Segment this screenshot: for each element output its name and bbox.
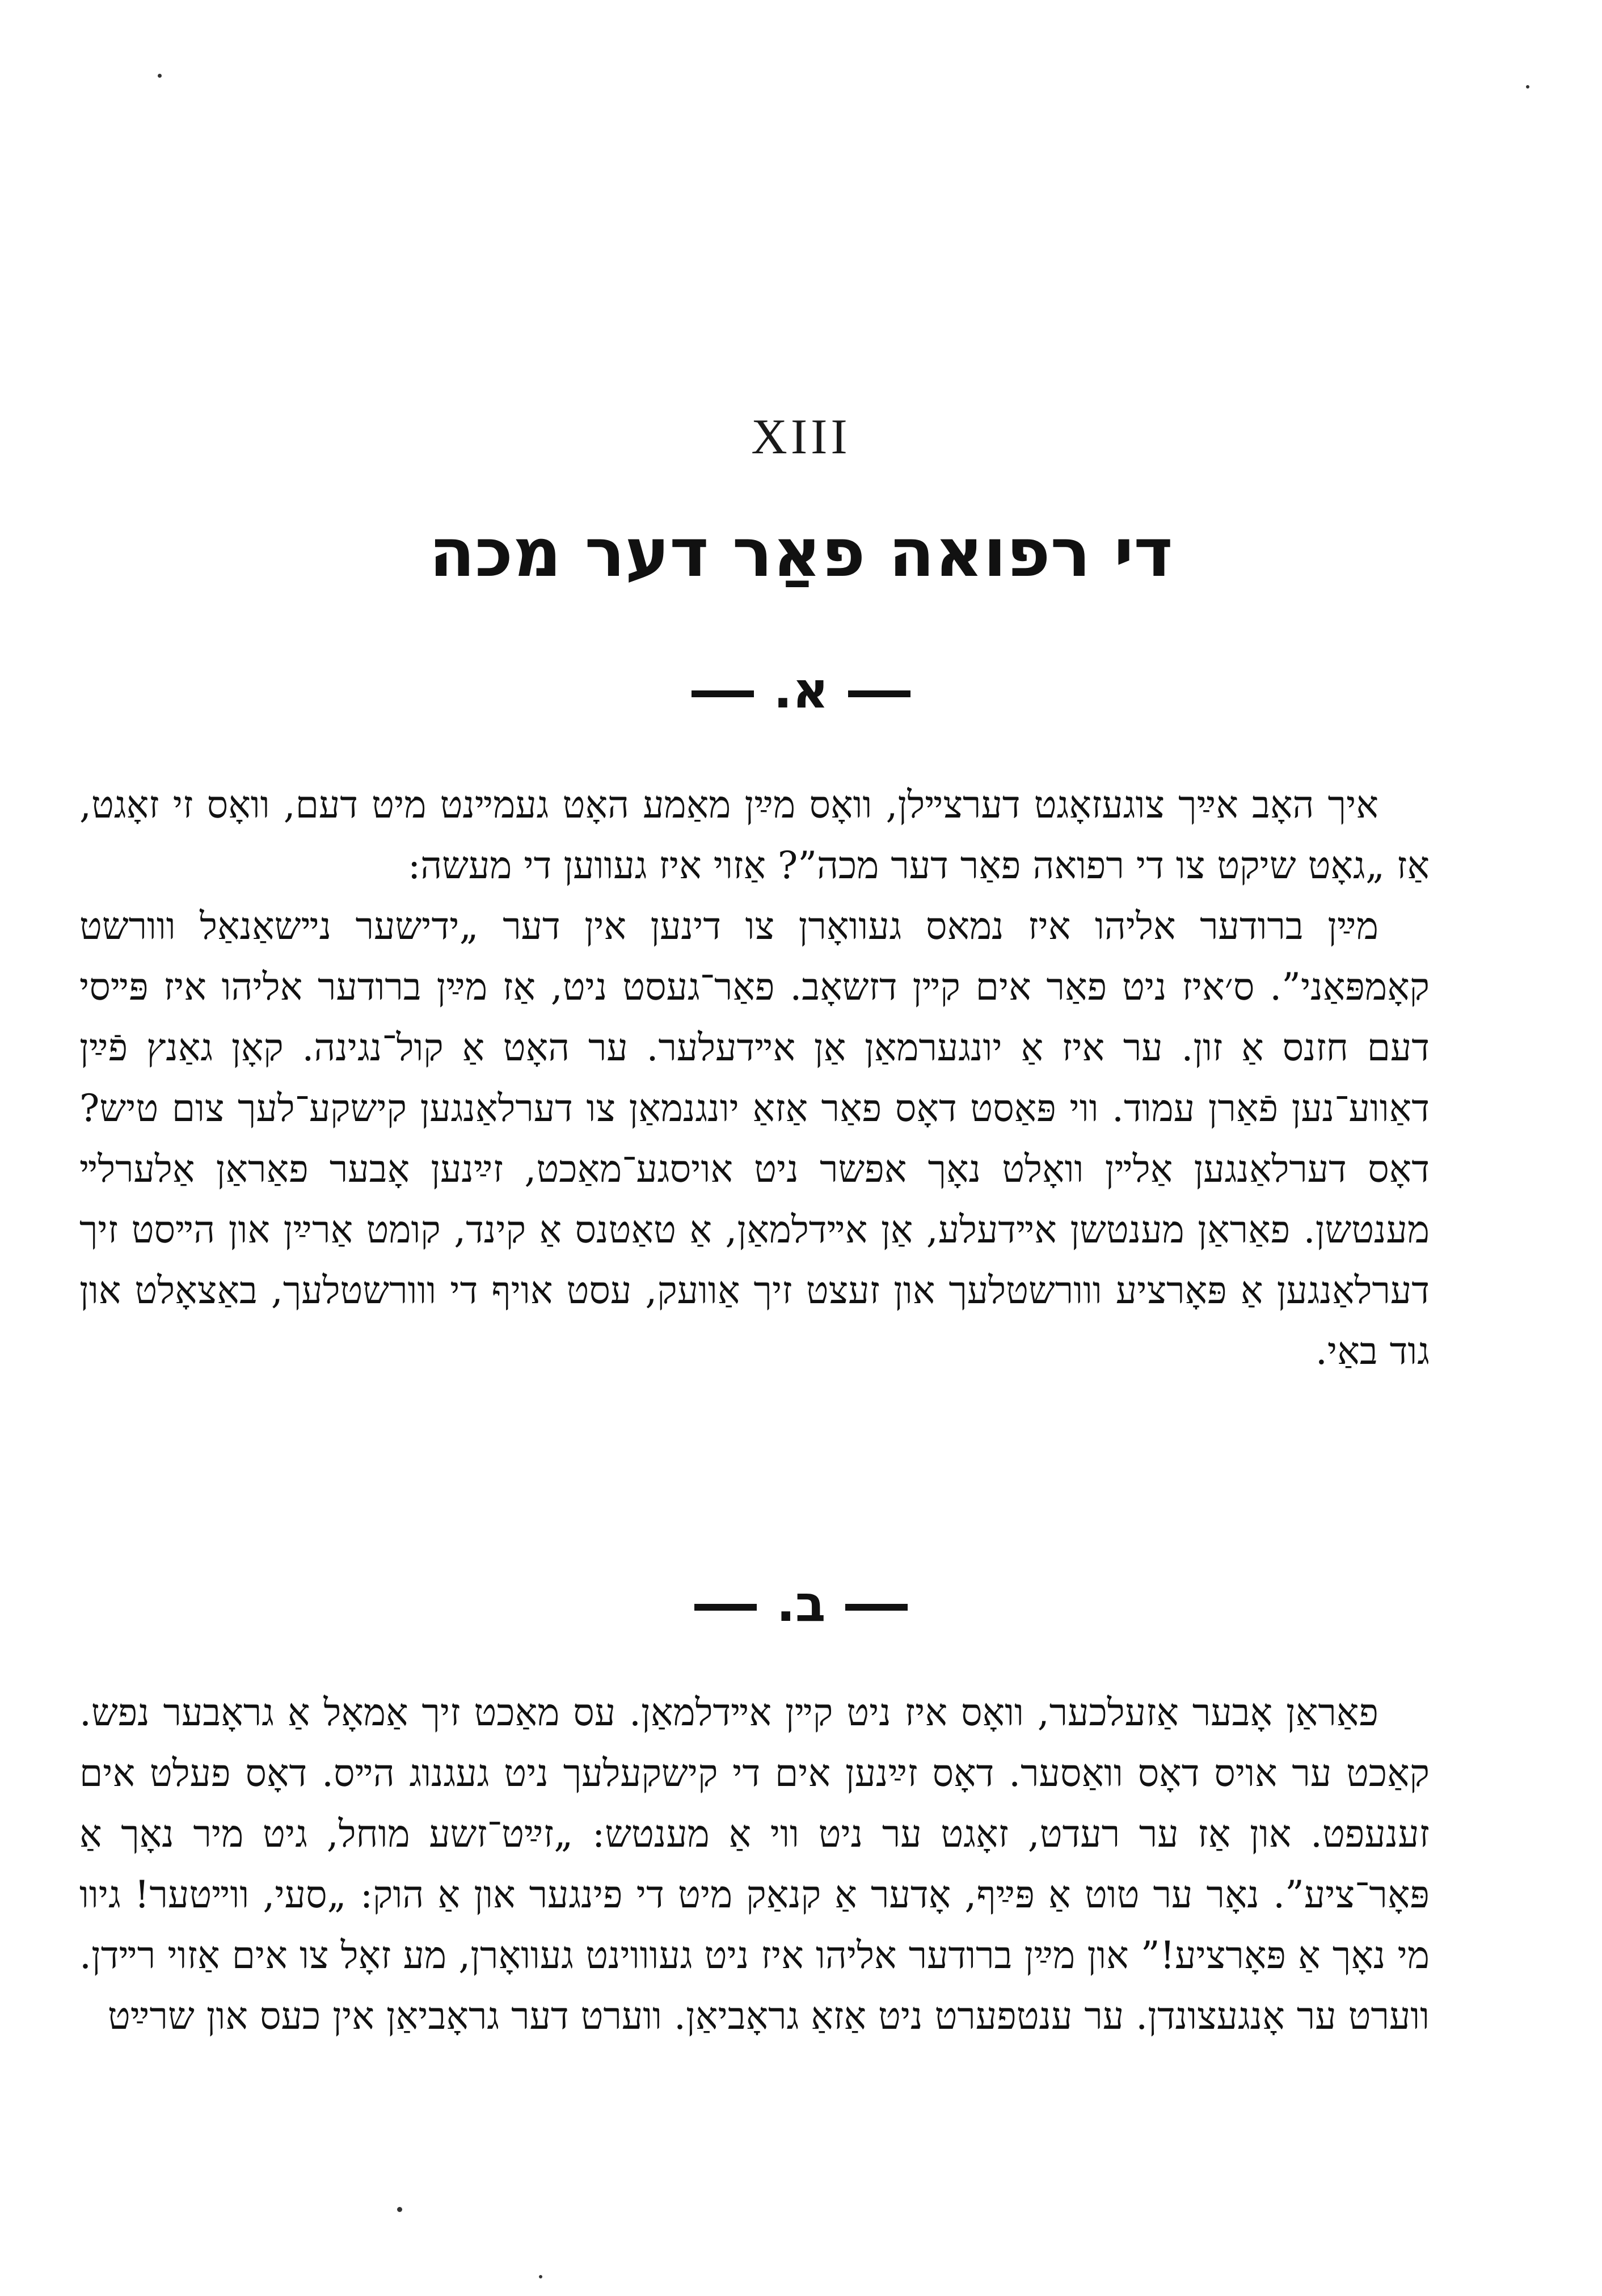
section-marker-a [0,661,1602,719]
scan-speck [158,74,162,78]
paragraph: פאַראַן אָבער אַזעלכער, וואָס איז ניט קײן אײדלמאַן. עס מאַכט זיך אַמאָל אַ גראָבער נפש. קאַכט ער אויס דאָס וואַסער. דאָס זײַנען אים די קישקעלעך ניט געגנוג הײס. דאָס פעלט אים זענעפט. און אַז ער רעדט, זאָגט ער ניט ווי אַ מענטש: „זײַט־זשע מוחל, גיט מיר נאָך אַ פּאָר־ציע”. נאָר ער טוט אַ פּײַף, אָדער אַ קנאַק מיט די פינגער און אַ הוק: „סעי, ווײטער! גיוו מי נאָך אַ פּאָרציע!” און מײַן ברודער אליהו איז ניט געוווינט געוואָרן, מע זאָל צו אים אַזוי רײדן. ווערט ער אָנגעצונדן. ער ענטפערט ניט אַזאַ גראָביאַן. ווערט דער גראָביאַן אין כעס און שרײַט [79,1691,1430,2038]
section-marker-label: ב. [776,1574,826,1633]
section-dash-left [694,1604,757,1611]
scan-speck [539,2275,542,2278]
section-marker-label: א. [773,661,829,719]
paragraph: מײַן ברודער אליהו איז נמאס געוואָרן צו דינען אין דער „ידישער נײשאַנאַל ווורשט קאָמפּאַני”. ס׳איז ניט פאַר אים קײן דזשאָב. פאַר־געסט ניט, אַז מײַן ברודער אליהו איז פּײסי דעם חזנס אַ זון. ער איז אַ יונגערמאַן אַן אײדעלער. ער האָט אַ קול־נגינה. קאָן גאַנץ פֿײַן דאַווע־נען פֿאַרן עמוד. ווי פּאַסט דאָס פאַר אַזאַ יונגנמאַן צו דערלאַנגען קישקע־לעך צום טיש? דאָס דערלאַנגען אַלײן וואָלט נאָך אפשר ניט אויסגע־מאַכט, זײַנען אָבער פאַראַן אַלערלײ מענטשן. פאַראַן מענטשן אײדעלע, אַן אײדלמאַן, אַ טאַטנס אַ קינד, קומט אַרײַן און הײסט זיך דערלאַנגען אַ פּאָרציע ווורשטלעך און זעצט זיך אַוועק, עסט אויף די ווורשטלעך, באַצאָלט און גוד באַי. [79,904,1430,1373]
chapter-number: XIII [751,410,851,465]
section-dash-right [848,690,910,697]
scan-speck [397,2207,402,2212]
chapter-title: די רפואה פאַר דער מכה [429,513,1173,592]
section-dash-right [845,1604,908,1611]
paragraph: איך האָב אײַך צוגעזאָגט דערצײלן, וואָס מײַן מאַמע האָט געמײנט מיט דעם, וואָס זי זאָגט, אַז „גאָט שיקט צו די רפואה פאַר דער מכה”? אַזוי איז געווען די מעשה: [79,783,1430,887]
section-b-text [79,1682,1430,2046]
section-a-text [79,774,1430,1381]
section-dash-left [692,690,754,697]
section-marker-b [0,1574,1602,1633]
scan-speck [1526,85,1529,89]
